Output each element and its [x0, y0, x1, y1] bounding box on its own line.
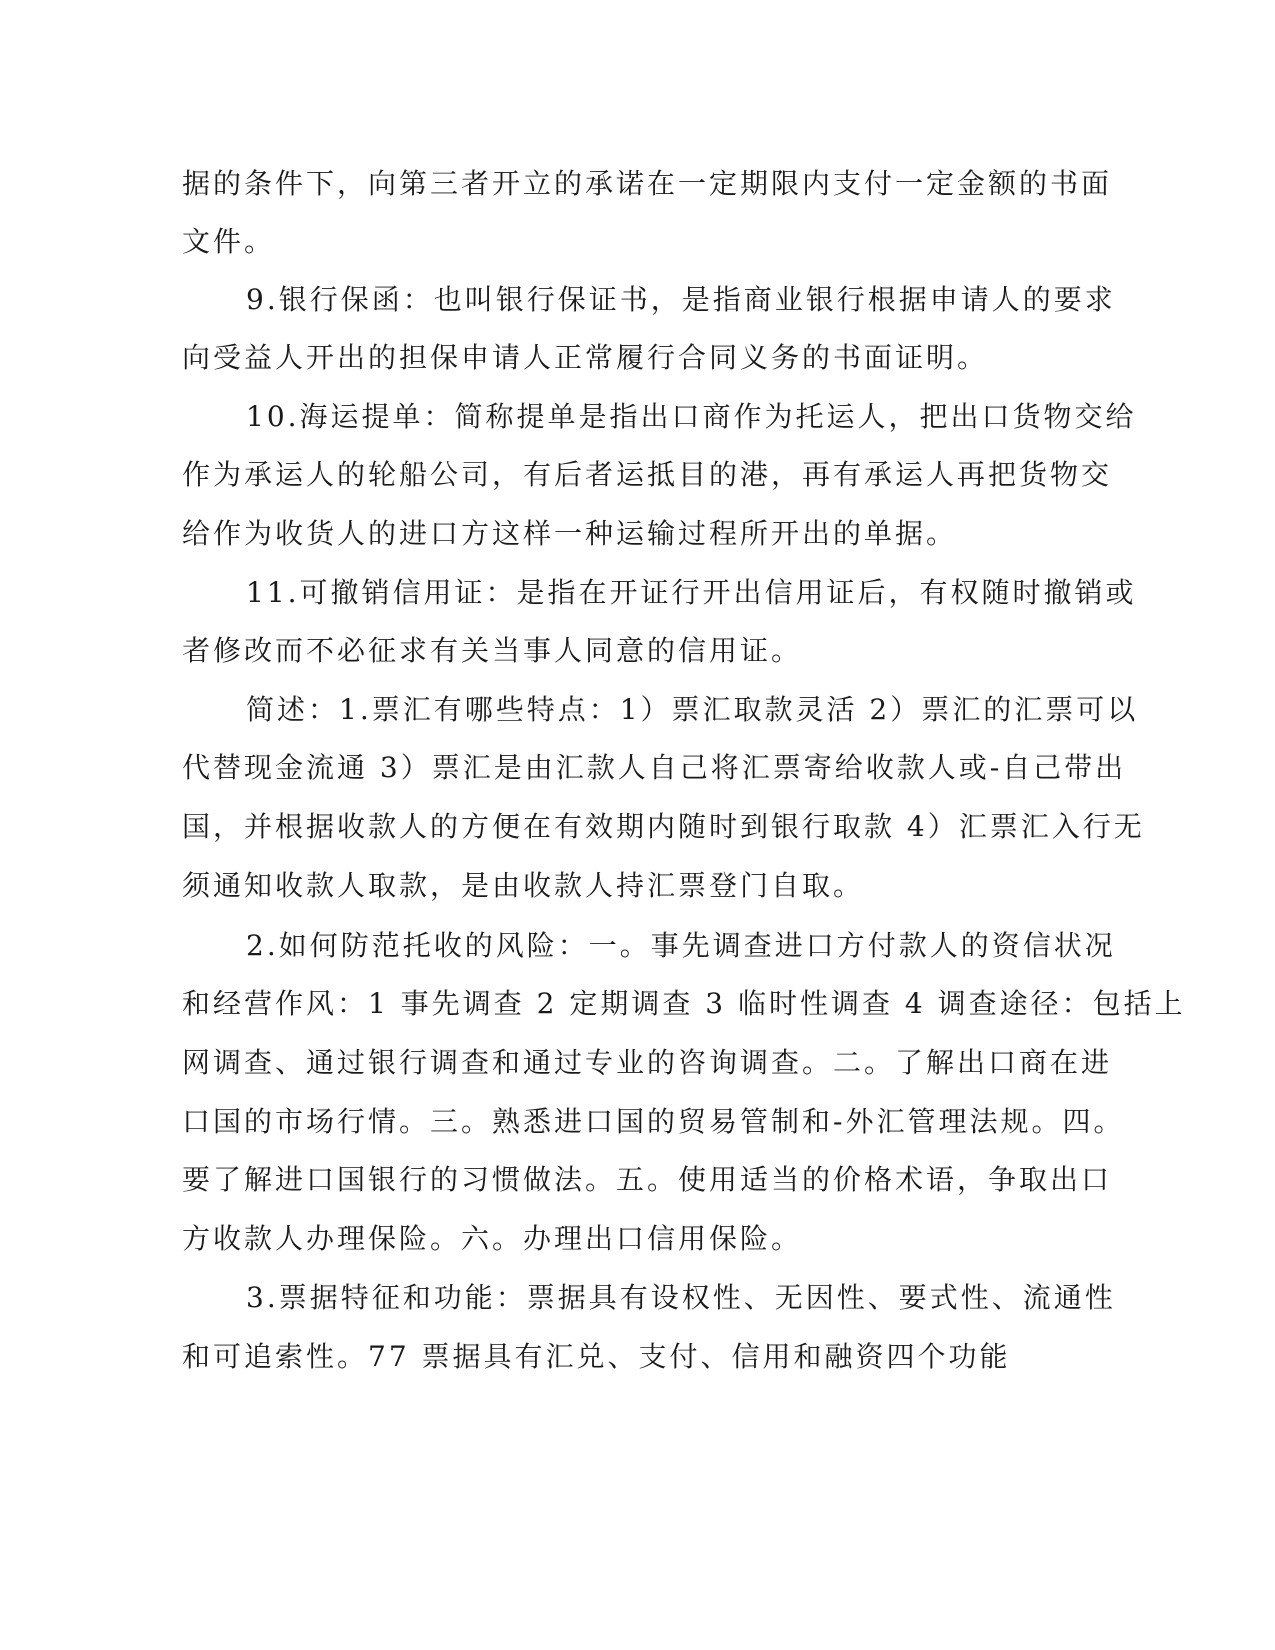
text-line: 方收款人办理保险。六。办理出口信用保险。 [182, 1222, 803, 1255]
paragraph-bill-of-lading: 10.海运提单：简称提单是指出口商作为托运人，把出口货物交给 [246, 400, 1137, 433]
text-line: 网调查、通过银行调查和通过专业的咨询调查。二。了解出口商在进 [182, 1046, 1113, 1079]
text-line: 要了解进口国银行的习惯做法。五。使用适当的价格术语，争取出口 [182, 1163, 1113, 1196]
text-line: 和经营作风：1 事先调查 2 定期调查 3 临时性调查 4 调查途径：包括上 [182, 987, 1186, 1020]
text-line: 作为承运人的轮船公司，有后者运抵目的港，再有承运人再把货物交 [182, 458, 1113, 491]
paragraph-short-answer-1: 简述：1.票汇有哪些特点：1）票汇取款灵活 2）票汇的汇票可以 [246, 693, 1139, 726]
text-line: 给作为收货人的进口方这样一种运输过程所开出的单据。 [182, 517, 958, 550]
text-line: 和可追索性。77 票据具有汇兑、支付、信用和融资四个功能 [182, 1340, 1011, 1373]
text-line: 据的条件下，向第三者开立的承诺在一定期限内支付一定金额的书面 [182, 167, 1113, 200]
text-line: 口国的市场行情。三。熟悉进口国的贸易管制和-外汇管理法规。四。 [182, 1105, 1125, 1138]
text-line: 者修改而不必征求有关当事人同意的信用证。 [182, 634, 803, 667]
text-line: 须通知收款人取款，是由收款人持汇票登门自取。 [182, 869, 865, 902]
text-line: 向受益人开出的担保申请人正常履行合同义务的书面证明。 [182, 341, 989, 374]
paragraph-revocable-lc: 11.可撤销信用证：是指在开证行开出信用证后，有权随时撤销或 [246, 576, 1137, 609]
text-line: 国，并根据收款人的方便在有效期内随时到银行取款 4）汇票汇入行无 [182, 810, 1145, 843]
paragraph-short-answer-2: 2.如何防范托收的风险：一。事先调查进口方付款人的资信状况 [246, 929, 1116, 962]
text-line: 代替现金流通 3）票汇是由汇款人自己将汇票寄给收款人或-自己带出 [182, 751, 1127, 784]
paragraph-short-answer-3: 3.票据特征和功能：票据具有设权性、无因性、要式性、流通性 [246, 1281, 1116, 1314]
text-line: 文件。 [182, 225, 276, 258]
paragraph-bank-guarantee: 9.银行保函：也叫银行保证书，是指商业银行根据申请人的要求 [246, 283, 1116, 316]
